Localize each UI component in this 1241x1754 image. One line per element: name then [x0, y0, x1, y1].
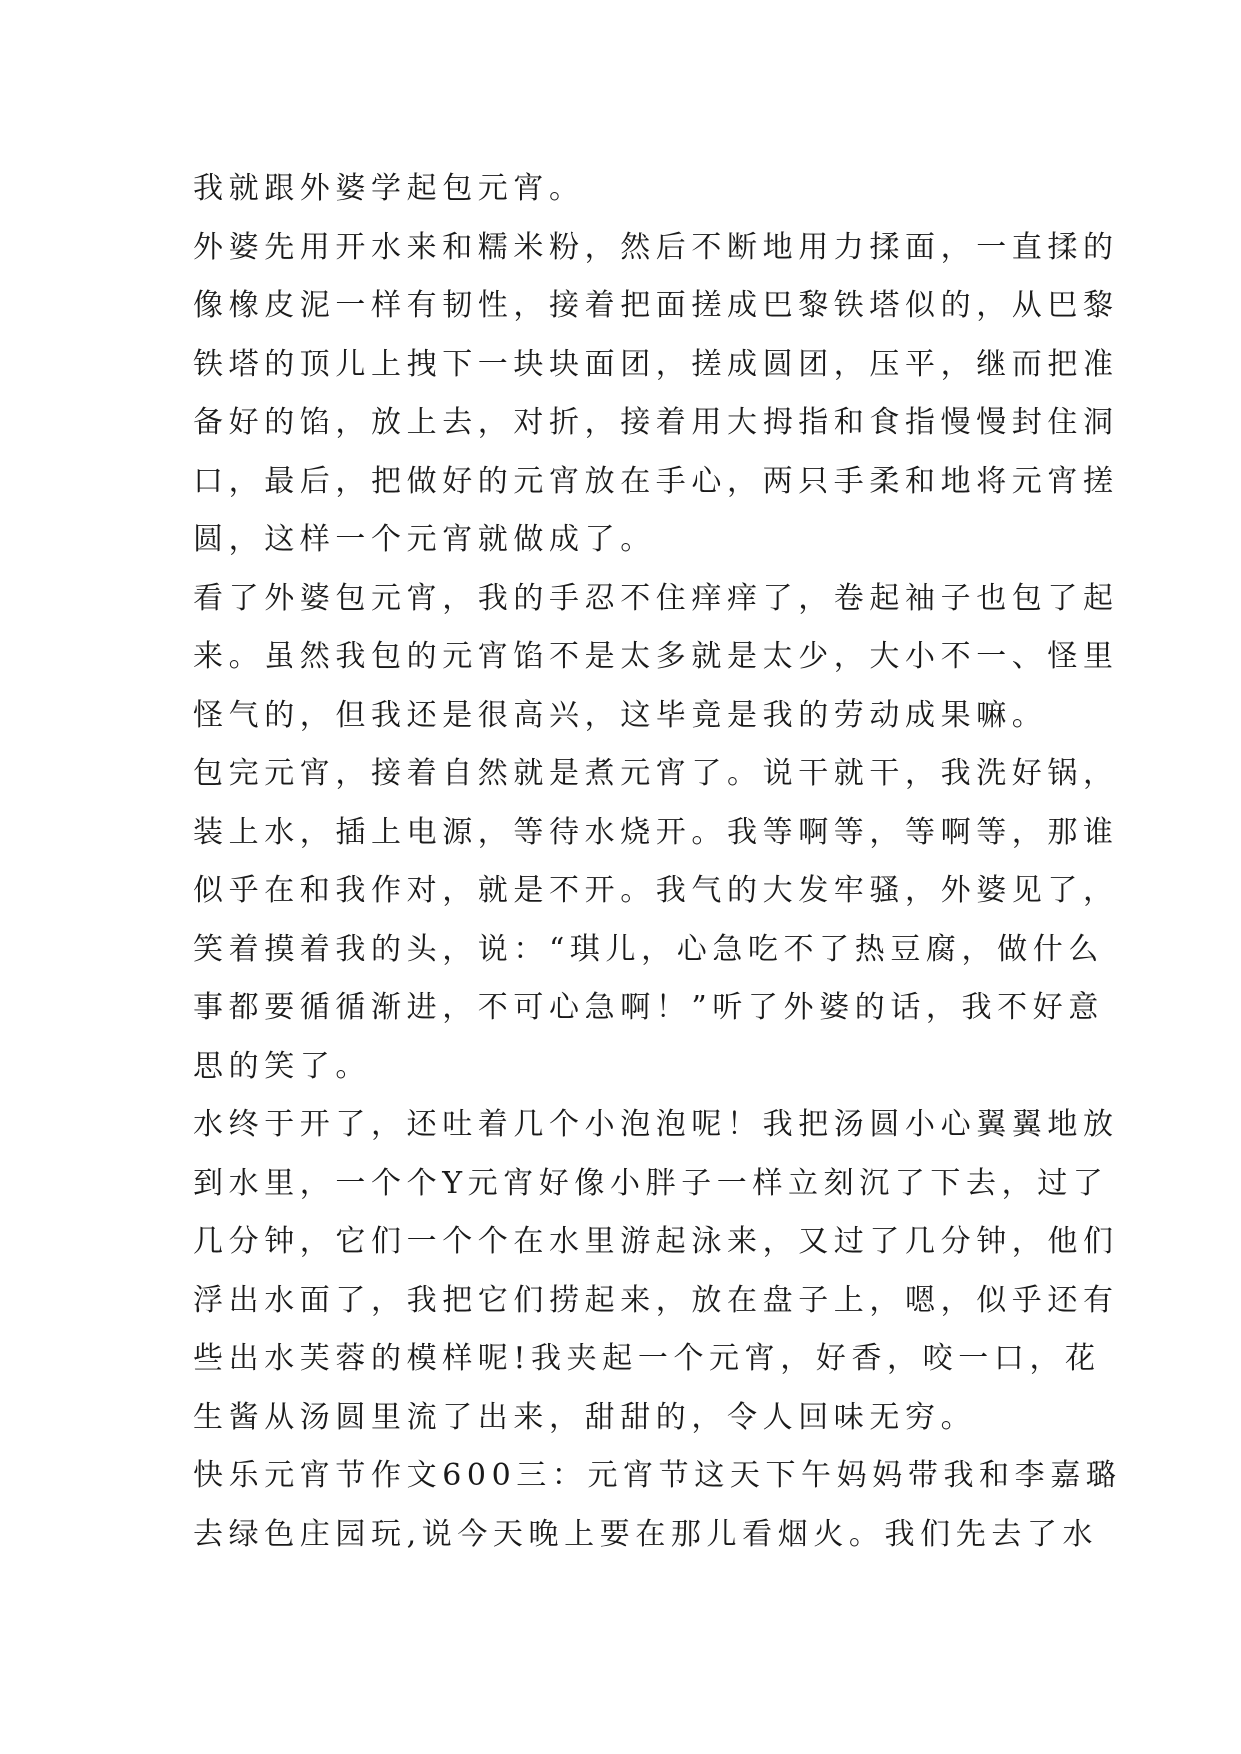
text-line: 些出水芙蓉的模样呢!我夹起一个元宵，好香，咬一口，花 [193, 1341, 1101, 1376]
text-line: 到水里，一个个Y元宵好像小胖子一样立刻沉了下去，过了 [193, 1165, 1109, 1201]
text-line: 我就跟外婆学起包元宵。 [193, 171, 585, 206]
text-line: 铁塔的顶儿上拽下一块块面团，搓成圆团，压平，继而把准 [193, 346, 1119, 382]
text-line: 圆，这样一个元宵就做成了。 [193, 522, 656, 557]
text-line: 水终于开了，还吐着几个小泡泡呢！我把汤圆小心翼翼地放 [193, 1107, 1119, 1142]
text-line: 似乎在和我作对，就是不开。我气的大发牢骚，外婆见了， [193, 873, 1119, 908]
text-line: 思的笑了。 [193, 1048, 371, 1084]
text-line: 备好的馅，放上去，对折，接着用大拇指和食指慢慢封住洞 [193, 405, 1119, 440]
text-line: 外婆先用开水来和糯米粉，然后不断地用力揉面，一直揉的 [193, 229, 1119, 265]
text-line: 事都要循循渐进，不可心急啊！”听了外婆的话，我不好意 [193, 990, 1104, 1025]
text-line: 像橡皮泥一样有韧性，接着把面搓成巴黎铁塔似的，从巴黎 [193, 288, 1119, 323]
text-line: 浮出水面了，我把它们捞起来，放在盘子上，嗯，似乎还有 [193, 1282, 1119, 1318]
text-line: 口，最后，把做好的元宵放在手心，两只手柔和地将元宵搓 [193, 463, 1119, 499]
text-line: 去绿色庄园玩,说今天晚上要在那儿看烟火。我们先去了水 [193, 1516, 1099, 1552]
text-line: 来。虽然我包的元宵馅不是太多就是太少，大小不一、怪里 [193, 639, 1119, 674]
text-line: 怪气的，但我还是很高兴，这毕竟是我的劳动成果嘛。 [193, 697, 1048, 733]
text-line: 笑着摸着我的头，说：“琪儿，心急吃不了热豆腐，做什么 [193, 931, 1104, 967]
text-line: 装上水，插上电源，等待水烧开。我等啊等，等啊等，那谁 [193, 814, 1119, 850]
text-line: 几分钟，它们一个个在水里游起泳来，又过了几分钟，他们 [193, 1224, 1119, 1259]
body-text [193, 160, 1122, 1564]
text-line: 快乐元宵节作文600三：元宵节这天下午妈妈带我和李嘉璐 [193, 1458, 1122, 1493]
text-line: 包完元宵，接着自然就是煮元宵了。说干就干，我洗好锅， [193, 756, 1119, 791]
text-line: 生酱从汤圆里流了出来，甜甜的，令人回味无穷。 [193, 1399, 977, 1435]
text-line: 看了外婆包元宵，我的手忍不住痒痒了，卷起袖子也包了起 [193, 580, 1119, 616]
